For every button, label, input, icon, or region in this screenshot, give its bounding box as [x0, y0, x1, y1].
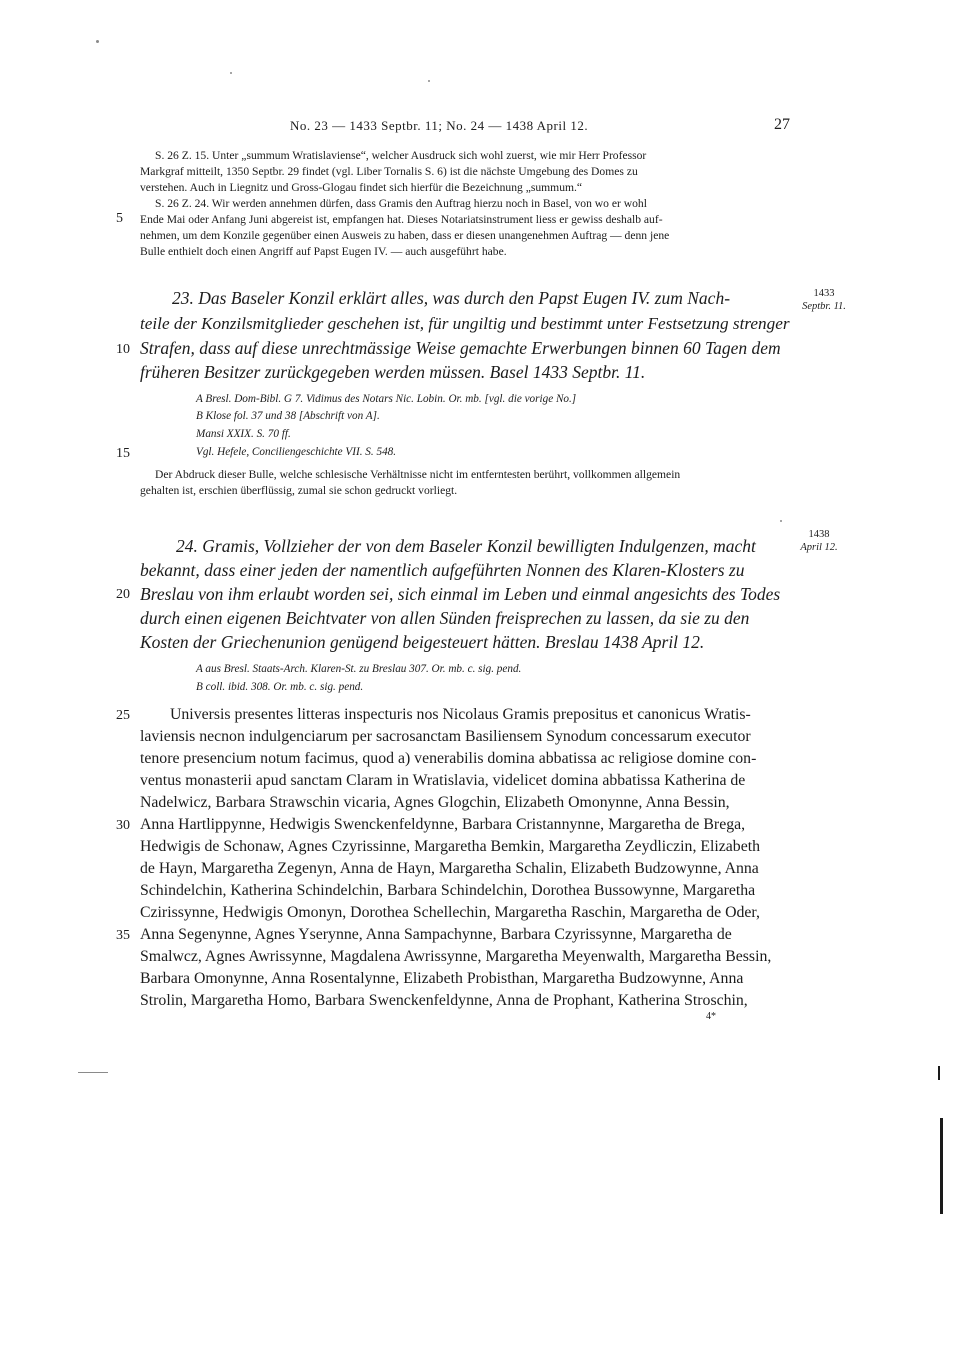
line-number: 10 — [116, 342, 130, 357]
regest-line: 24. Gramis, Vollzieher der von dem Baseler Konzil bewilligten Indulgenzen, macht — [176, 536, 756, 556]
margin-year: 1433 — [813, 288, 835, 299]
footnote-line: S. 26 Z. 24. Wir werden annehmen dürfen, dass Gramis den Auftrag hierzu noch in Basel, von wo er wohl — [155, 197, 647, 210]
line-number: 25 — [116, 708, 130, 723]
line-number: 20 — [116, 587, 130, 602]
scan-dust — [96, 40, 99, 43]
line-number: 35 — [116, 928, 130, 943]
scan-dust — [78, 1072, 108, 1073]
regest-line: Strafen, dass auf diese unrechtmässige Weise gemachte Erwerbungen binnen 60 Tagen dem — [140, 338, 781, 358]
regest-line: durch einen eigenen Beichtvater von allen Sünden freisprechen zu lassen, da sie zu den — [140, 608, 750, 628]
body-line: Nadelwicz, Barbara Strawschin vicaria, Agnes Glogchin, Elizabeth Omonynne, Anna Bessin, — [140, 794, 730, 811]
regest-line: teile der Konzilsmitglieder geschehen ist, für ungiltig und bestimmt unter Festsetzung strenger — [140, 314, 790, 333]
body-line: Czirissynne, Hedwigis Omonyn, Dorothea Schellechin, Margaretha Raschin, Margaretha de Oder, — [140, 904, 760, 921]
margin-day: Septbr. 11. — [802, 301, 846, 312]
body-line: Schindelchin, Katherina Schindelchin, Barbara Schindelchin, Dorothea Bussowynne, Margaretha — [140, 882, 756, 899]
scan-dust — [230, 72, 232, 74]
body-line: Hedwigis de Schonaw, Agnes Czyrissinne, Margaretha Bemkin, Margaretha Zeydliczin, Elizabeth — [140, 838, 761, 855]
comment-line: gehalten ist, erschien überflüssig, zumal sie schon gedruckt vorliegt. — [140, 484, 458, 497]
regest-line: Kosten der Griechenunion genügend beigesteuert hätten. Breslau 1438 April 12. — [140, 632, 705, 652]
margin-year: 1438 — [808, 529, 830, 540]
body-line: Strolin, Margaretha Homo, Barbara Swenckenfeldynne, Anna de Prophant, Katherina Stroschin, — [140, 992, 748, 1009]
body-line: Anna Hartlippynne, Hedwigis Swenckenfeldynne, Barbara Cristannynne, Margaretha de Brega, — [140, 816, 746, 833]
footnote-line: Markgraf mitteilt, 1350 Septbr. 29 findet (vgl. Liber Tornalis S. 6) ist die nächste Umgebung des Domes zu — [140, 165, 638, 178]
source-line: A aus Bresl. Staats-Arch. Klaren-St. zu Breslau 307. Or. mb. c. sig. pend. — [196, 663, 522, 675]
source-line: B coll. ibid. 308. Or. mb. c. sig. pend. — [196, 681, 364, 693]
regest-line: 23. Das Baseler Konzil erklärt alles, was durch den Papst Eugen IV. zum Nach- — [172, 288, 731, 308]
body-line: Barbara Omonynne, Anna Rosentalynne, Elizabeth Probisthan, Margaretha Budzowynne, Anna — [140, 970, 744, 987]
body-line: ventus monasterii apud sanctam Claram in Wratislavia, videlicet domina abbatissa Katherina de — [140, 772, 746, 789]
footnote-line: nehmen, um dem Konzile gegenüber einen Ausweis zu haben, dass er diesen unangenehmen Auftrag — denn jene — [140, 229, 670, 242]
body-line: tenore presencium notum facimus, quod a) venerabilis domina abbatissa ac religiose domine con- — [140, 750, 757, 767]
footnote-line: Bulle enthielt doch einen Angriff auf Papst Eugen IV. — auch ausgeführt habe. — [140, 245, 507, 258]
regest-line: früheren Besitzer zurückgegeben werden müssen. Basel 1433 Septbr. 11. — [140, 362, 646, 382]
source-line: A Bresl. Dom-Bibl. G 7. Vidimus des Notars Nic. Lobin. Or. mb. [vgl. die vorige No.] — [196, 393, 577, 405]
line-number: 5 — [116, 211, 123, 226]
margin-date-23 — [796, 287, 852, 313]
signature-mark: 4* — [706, 1011, 716, 1022]
running-header: No. 23 — 1433 Septbr. 11; No. 24 — 1438 April 12. — [290, 118, 589, 133]
scan-margin-mark — [940, 1118, 943, 1214]
body-line: Smalwcz, Agnes Awrissynne, Magdalena Awrissynne, Margaretha Meyenwalth, Margaretha Bessin, — [140, 948, 772, 965]
body-line: de Hayn, Margaretha Zegenyn, Anna de Hayn, Margaretha Schalin, Elizabeth Budzowynne, Anna — [140, 860, 759, 877]
line-number: 15 — [116, 446, 130, 461]
regest-line: Breslau von ihm erlaubt worden sei, sich einmal im Leben und einmal angesichts des Todes — [140, 584, 781, 604]
scan-margin-mark — [938, 1066, 940, 1080]
footnote-line: Ende Mai oder Anfang Juni abgereist ist, empfangen hat. Dieses Notariatsinstrument liess er gewiss deshalb auf- — [140, 213, 663, 226]
scan-dust — [428, 80, 430, 82]
footnote-line: S. 26 Z. 15. Unter „summum Wratislaviense“, welcher Ausdruck sich wohl zuerst, wie mir Herr Professor — [155, 149, 647, 162]
body-line: laviensis necnon indulgenciarum per sacrosanctam Basiliensem Synodum concessarum executor — [140, 728, 751, 745]
margin-date-24 — [788, 528, 850, 554]
source-line: Vgl. Hefele, Conciliengeschichte VII. S. 548. — [196, 446, 397, 458]
page-number: 27 — [774, 116, 790, 133]
body-line: Universis presentes litteras inspecturis nos Nicolaus Gramis prepositus et canonicus Wratis- — [170, 706, 751, 723]
line-number: 30 — [116, 818, 130, 833]
margin-day: April 12. — [800, 542, 838, 553]
comment-line: Der Abdruck dieser Bulle, welche schlesische Verhältnisse nicht im entferntesten berührt, vollkommen allgemein — [155, 468, 681, 481]
footnote-line: verstehen. Auch in Liegnitz und Gross-Glogau findet sich hierfür die Bezeichnung „summum.“ — [140, 181, 583, 194]
body-line: Anna Segenynne, Agnes Yserynne, Anna Sampachynne, Barbara Czyrissynne, Margaretha de — [140, 926, 732, 943]
source-line: B Klose fol. 37 und 38 [Abschrift von A]. — [196, 410, 380, 422]
source-line: Mansi XXIX. S. 70 ff. — [196, 428, 291, 440]
regest-line: bekannt, dass einer jeden der namentlich aufgeführten Nonnen des Klaren-Klosters zu — [140, 560, 745, 580]
scan-dust — [780, 520, 782, 522]
